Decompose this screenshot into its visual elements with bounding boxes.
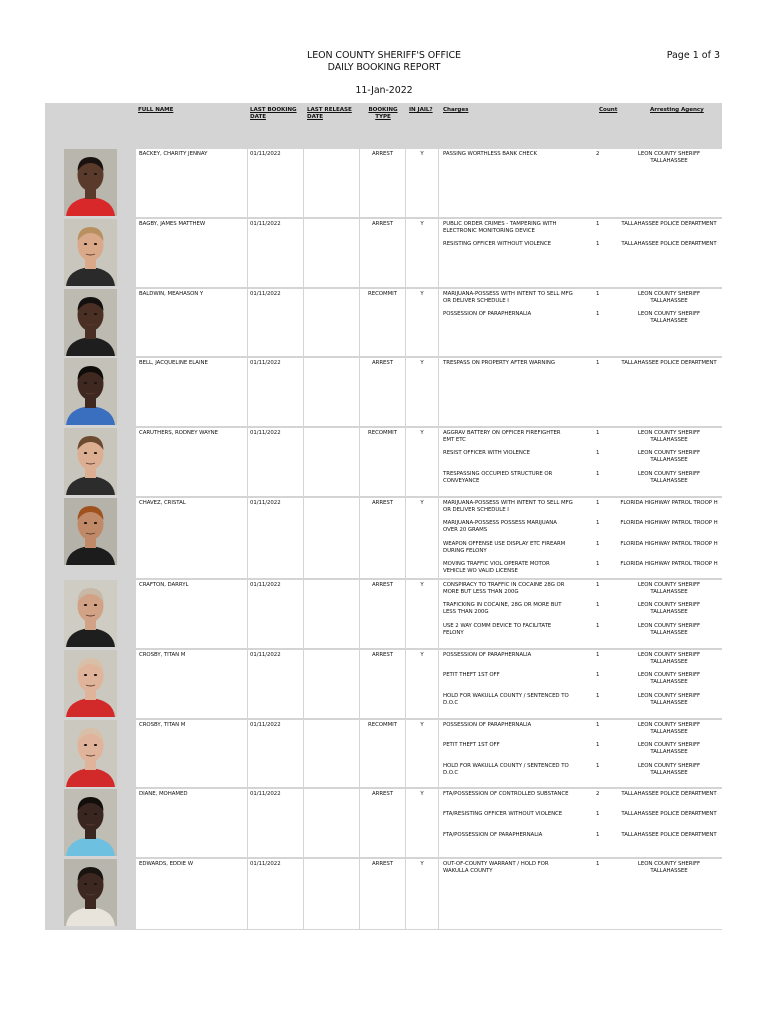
table-cell [360, 289, 405, 356]
mugshot-photo [64, 789, 117, 856]
charge-description: POSSESSION OF PARAPHERNALIA [443, 722, 532, 728]
charge-description: WEAPON OFFENSE USE DISPLAY ETC FIREARM DURING FELONY [443, 541, 566, 554]
arresting-agency: LEON COUNTY SHERIFF TALLAHASSEE [637, 582, 701, 595]
arresting-agency: TALLAHASSEE POLICE DEPARTMENT [621, 221, 717, 227]
last-booking-date: 01/11/2022 [250, 430, 281, 436]
charge-count: 1 [596, 861, 600, 867]
last-booking-date: 01/11/2022 [250, 861, 281, 867]
charge-entry [441, 672, 723, 692]
charge-entry [441, 582, 723, 602]
table-cell [360, 358, 405, 426]
charge-count: 1 [596, 811, 600, 817]
col-booking-type: BOOKING TYPE [368, 107, 398, 120]
col-in-jail: IN JAIL? [409, 107, 433, 113]
inmate-name: BAGBY, JAMES MATTHEW [139, 221, 206, 227]
last-booking-date: 01/11/2022 [250, 360, 281, 366]
mugshot-photo [64, 428, 117, 495]
table-cell [248, 498, 303, 578]
booking-type: ARREST [372, 151, 393, 157]
charge-count: 1 [596, 360, 600, 366]
col-last-release-date: LAST RELEASE DATE [307, 107, 352, 120]
arresting-agency: LEON COUNTY SHERIFF TALLAHASSEE [637, 151, 701, 164]
charge-entry [441, 241, 723, 261]
charge-entry [441, 832, 723, 852]
charge-entry [441, 811, 723, 831]
mugshot-photo [64, 149, 117, 216]
charge-description: MARIJUANA-POSSESS WITH INTENT TO SELL MFG OR DELIVER SCHEDULE I [443, 500, 573, 513]
charge-count: 1 [596, 693, 600, 699]
charge-entry [441, 742, 723, 762]
inmate-name: CROSBY, TITAN M [139, 722, 186, 728]
table-cell [406, 498, 438, 578]
mugshot-photo [64, 720, 117, 787]
last-booking-date: 01/11/2022 [250, 582, 281, 588]
arresting-agency: FLORIDA HIGHWAY PATROL TROOP H [620, 561, 718, 567]
arresting-agency: LEON COUNTY SHERIFF TALLAHASSEE [637, 652, 701, 665]
charge-count: 1 [596, 221, 600, 227]
charge-count: 1 [596, 520, 600, 526]
table-cell [304, 149, 359, 217]
charge-count: 1 [596, 832, 600, 838]
page-number: Page 1 of 3 [666, 50, 720, 61]
arresting-agency: LEON COUNTY SHERIFF TALLAHASSEE [637, 311, 701, 324]
charge-description: PASSING WORTHLESS BANK CHECK [443, 151, 537, 157]
charge-entry [441, 430, 723, 450]
booking-row [45, 858, 722, 930]
mugshot-photo [64, 859, 117, 926]
table-cell [304, 219, 359, 287]
booking-row [45, 288, 722, 357]
last-booking-date: 01/11/2022 [250, 652, 281, 658]
inmate-name: BELL, JACQUELINE ELAINE [139, 360, 208, 366]
charge-description: USE 2 WAY COMM DEVICE TO FACILITATE FELONY [443, 623, 552, 636]
charge-entry [441, 520, 723, 540]
table-cell [136, 498, 247, 578]
table-cell [360, 580, 405, 648]
charge-description: HOLD FOR WAKULLA COUNTY / SENTENCED TO D.O.C [443, 763, 569, 776]
report-title: DAILY BOOKING REPORT [327, 62, 441, 73]
table-cell [304, 650, 359, 718]
booking-type: ARREST [372, 221, 393, 227]
last-booking-date: 01/11/2022 [250, 791, 281, 797]
booking-row [45, 788, 722, 858]
charge-count: 1 [596, 602, 600, 608]
charge-description: PETIT THEFT 1ST OFF [443, 672, 500, 678]
mugshot-photo [64, 358, 117, 425]
inmate-name: BACKEY, CHARITY JENNAY [139, 151, 208, 157]
in-jail-status: Y [420, 500, 424, 506]
table-cell [406, 580, 438, 648]
charge-description: FTA/POSSESSION OF PARAPHERNALIA [443, 832, 543, 838]
table-cell [248, 149, 303, 217]
arresting-agency: TALLAHASSEE POLICE DEPARTMENT [621, 811, 717, 817]
charge-entry [441, 291, 723, 311]
booking-row [45, 497, 722, 579]
booking-type: ARREST [372, 791, 393, 797]
in-jail-status: Y [420, 652, 424, 658]
arresting-agency: LEON COUNTY SHERIFF TALLAHASSEE [637, 291, 701, 304]
table-cell [248, 219, 303, 287]
booking-type: ARREST [372, 582, 393, 588]
table-cell [406, 650, 438, 718]
charge-count: 1 [596, 623, 600, 629]
table-cell [406, 720, 438, 787]
table-cell [360, 428, 405, 496]
charge-description: MOVING TRAFFIC VIOL OPERATE MOTOR VEHICLE WO VALID LICENSE [443, 561, 550, 574]
table-cell [248, 580, 303, 648]
mugshot-photo [64, 219, 117, 286]
arresting-agency: TALLAHASSEE POLICE DEPARTMENT [621, 241, 717, 247]
arresting-agency: LEON COUNTY SHERIFF TALLAHASSEE [637, 763, 701, 776]
arresting-agency: TALLAHASSEE POLICE DEPARTMENT [621, 832, 717, 838]
charge-count: 2 [596, 791, 600, 797]
arresting-agency: LEON COUNTY SHERIFF TALLAHASSEE [637, 722, 701, 735]
table-cell [304, 789, 359, 857]
booking-type: ARREST [372, 500, 393, 506]
booking-row [45, 579, 722, 649]
col-charges: Charges [443, 107, 469, 113]
charge-description: TRESPASSING OCCUPIED STRUCTURE OR CONVEYANCE [443, 471, 553, 484]
in-jail-status: Y [420, 360, 424, 366]
charge-count: 1 [596, 541, 600, 547]
booking-type: ARREST [372, 861, 393, 867]
table-cell [136, 428, 247, 496]
charge-count: 1 [596, 500, 600, 506]
charge-description: FTA/POSSESSION OF CONTROLLED SUBSTANCE [443, 791, 569, 797]
charge-entry [441, 763, 723, 783]
arresting-agency: LEON COUNTY SHERIFF TALLAHASSEE [637, 672, 701, 685]
inmate-name: CHAVEZ, CRISTAL [139, 500, 186, 506]
charge-count: 1 [596, 471, 600, 477]
office-name: LEON COUNTY SHERIFF'S OFFICE [307, 50, 461, 61]
mugshot-photo [64, 498, 117, 565]
table-cell [304, 859, 359, 929]
table-cell [136, 859, 247, 929]
charge-entry [441, 693, 723, 713]
charge-entry [441, 151, 723, 171]
charge-description: TRAFICKING IN COCAINE, 28G OR MORE BUT LESS THAN 200G [443, 602, 562, 615]
charge-description: POSSESSION OF PARAPHERNALIA [443, 652, 532, 658]
charge-description: AGGRAV BATTERY ON OFFICER FIREFIGHTER EMT ETC [443, 430, 561, 443]
table-cell [136, 149, 247, 217]
arresting-agency: TALLAHASSEE POLICE DEPARTMENT [621, 791, 717, 797]
charge-count: 1 [596, 582, 600, 588]
mugshot-photo [64, 650, 117, 717]
in-jail-status: Y [420, 151, 424, 157]
arresting-agency: TALLAHASSEE POLICE DEPARTMENT [621, 360, 717, 366]
table-cell [248, 650, 303, 718]
table-cell [248, 859, 303, 929]
table-cell [136, 789, 247, 857]
charge-description: CONSPIRACY TO TRAFFIC IN COCAINE 28G OR MORE BUT LESS THAN 200G [443, 582, 565, 595]
charge-description: OUT-OF-COUNTY WARRANT / HOLD FOR WAKULLA COUNTY [443, 861, 549, 874]
charge-entry [441, 471, 723, 491]
col-count: Count [599, 107, 618, 113]
inmate-name: CROSBY, TITAN M [139, 652, 186, 658]
table-cell [136, 289, 247, 356]
table-cell [304, 498, 359, 578]
table-cell [136, 650, 247, 718]
in-jail-status: Y [420, 861, 424, 867]
charge-count: 1 [596, 430, 600, 436]
charge-entry [441, 500, 723, 520]
table-cell [136, 720, 247, 787]
col-arresting-agency: Arresting Agency [650, 107, 704, 113]
booking-row [45, 218, 722, 288]
last-booking-date: 01/11/2022 [250, 722, 281, 728]
last-booking-date: 01/11/2022 [250, 500, 281, 506]
inmate-name: CARUTHERS, RODNEY WAYNE [139, 430, 218, 436]
booking-type: ARREST [372, 652, 393, 658]
charge-entry [441, 602, 723, 622]
in-jail-status: Y [420, 722, 424, 728]
charge-entry [441, 541, 723, 561]
charge-entry [441, 623, 723, 643]
arresting-agency: LEON COUNTY SHERIFF TALLAHASSEE [637, 430, 701, 443]
booking-type: RECOMMIT [368, 722, 397, 728]
charge-count: 1 [596, 763, 600, 769]
last-booking-date: 01/11/2022 [250, 221, 281, 227]
charge-entry [441, 311, 723, 331]
charge-description: TRESPASS ON PROPERTY AFTER WARNING [443, 360, 556, 366]
arresting-agency: LEON COUNTY SHERIFF TALLAHASSEE [637, 623, 701, 636]
charge-entry [441, 450, 723, 470]
charge-count: 1 [596, 722, 600, 728]
in-jail-status: Y [420, 221, 424, 227]
table-cell [360, 720, 405, 787]
mugshot-photo [64, 580, 117, 647]
charge-entry [441, 561, 723, 581]
charge-count: 1 [596, 241, 600, 247]
table-cell [304, 580, 359, 648]
inmate-name: CRAFTON, DARRYL [139, 582, 189, 588]
table-cell [406, 789, 438, 857]
charge-description: RESISTING OFFICER WITHOUT VIOLENCE [443, 241, 551, 247]
col-last-booking-date: LAST BOOKING DATE [250, 107, 297, 120]
charge-count: 1 [596, 561, 600, 567]
arresting-agency: LEON COUNTY SHERIFF TALLAHASSEE [637, 742, 701, 755]
charge-description: FTA/RESISTING OFFICER WITHOUT VIOLENCE [443, 811, 563, 817]
charge-description: PETIT THEFT 1ST OFF [443, 742, 500, 748]
booking-type: ARREST [372, 360, 393, 366]
charge-count: 2 [596, 151, 600, 157]
table-cell [406, 428, 438, 496]
table-cell [406, 149, 438, 217]
arresting-agency: FLORIDA HIGHWAY PATROL TROOP H [620, 500, 718, 506]
charge-entry [441, 652, 723, 672]
charge-description: MARIJUANA-POSSESS WITH INTENT TO SELL MFG OR DELIVER SCHEDULE I [443, 291, 573, 304]
arresting-agency: FLORIDA HIGHWAY PATROL TROOP H [620, 520, 718, 526]
in-jail-status: Y [420, 791, 424, 797]
table-cell [248, 720, 303, 787]
table-cell [248, 289, 303, 356]
charge-count: 1 [596, 311, 600, 317]
table-cell [360, 789, 405, 857]
charge-count: 1 [596, 450, 600, 456]
table-cell [304, 358, 359, 426]
charge-description: HOLD FOR WAKULLA COUNTY / SENTENCED TO D.O.C [443, 693, 569, 706]
charge-description: PUBLIC ORDER CRIMES - TAMPERING WITH ELECTRONIC MONITORING DEVICE [443, 221, 557, 234]
inmate-name: BALDWIN, MEAHASON Y [139, 291, 204, 297]
charge-count: 1 [596, 742, 600, 748]
inmate-name: DIANE, MOHAMED [139, 791, 188, 797]
table-cell [304, 428, 359, 496]
charge-entry [441, 861, 723, 881]
charge-entry [441, 722, 723, 742]
in-jail-status: Y [420, 430, 424, 436]
booking-row [45, 357, 722, 427]
arresting-agency: LEON COUNTY SHERIFF TALLAHASSEE [637, 450, 701, 463]
table-cell [406, 859, 438, 929]
arresting-agency: LEON COUNTY SHERIFF TALLAHASSEE [637, 602, 701, 615]
charge-count: 1 [596, 652, 600, 658]
in-jail-status: Y [420, 582, 424, 588]
booking-table [45, 103, 722, 928]
table-cell [304, 289, 359, 356]
charge-entry [441, 221, 723, 241]
inmate-name: EDWARDS, EDDIE W [139, 861, 193, 867]
table-cell [360, 219, 405, 287]
report-date: 11-Jan-2022 [355, 85, 413, 96]
booking-type: RECOMMIT [368, 291, 397, 297]
in-jail-status: Y [420, 291, 424, 297]
mugshot-photo [64, 289, 117, 356]
table-cell [360, 498, 405, 578]
charge-description: MARIJUANA-POSSESS POSSESS MARIJUANA OVER 20 GRAMS [443, 520, 557, 533]
arresting-agency: LEON COUNTY SHERIFF TALLAHASSEE [637, 693, 701, 706]
table-cell [136, 580, 247, 648]
booking-row [45, 148, 722, 218]
table-cell [136, 358, 247, 426]
charge-count: 1 [596, 672, 600, 678]
table-cell [406, 289, 438, 356]
table-cell [304, 720, 359, 787]
table-cell [360, 149, 405, 217]
table-cell [248, 428, 303, 496]
last-booking-date: 01/11/2022 [250, 151, 281, 157]
arresting-agency: FLORIDA HIGHWAY PATROL TROOP H [620, 541, 718, 547]
arresting-agency: LEON COUNTY SHERIFF TALLAHASSEE [637, 471, 701, 484]
charge-description: RESIST OFFICER WITH VIOLENCE [443, 450, 530, 456]
table-cell [360, 650, 405, 718]
charge-count: 1 [596, 291, 600, 297]
col-full-name: FULL NAME [138, 107, 174, 113]
booking-row [45, 719, 722, 788]
table-cell [406, 358, 438, 426]
booking-row [45, 649, 722, 719]
table-cell [360, 859, 405, 929]
charge-entry [441, 360, 723, 380]
charge-entry [441, 791, 723, 811]
table-cell [406, 219, 438, 287]
table-cell [248, 358, 303, 426]
table-cell [248, 789, 303, 857]
booking-row [45, 427, 722, 497]
table-cell [136, 219, 247, 287]
booking-type: RECOMMIT [368, 430, 397, 436]
arresting-agency: LEON COUNTY SHERIFF TALLAHASSEE [637, 861, 701, 874]
last-booking-date: 01/11/2022 [250, 291, 281, 297]
charge-description: POSSESSION OF PARAPHERNALIA [443, 311, 532, 317]
